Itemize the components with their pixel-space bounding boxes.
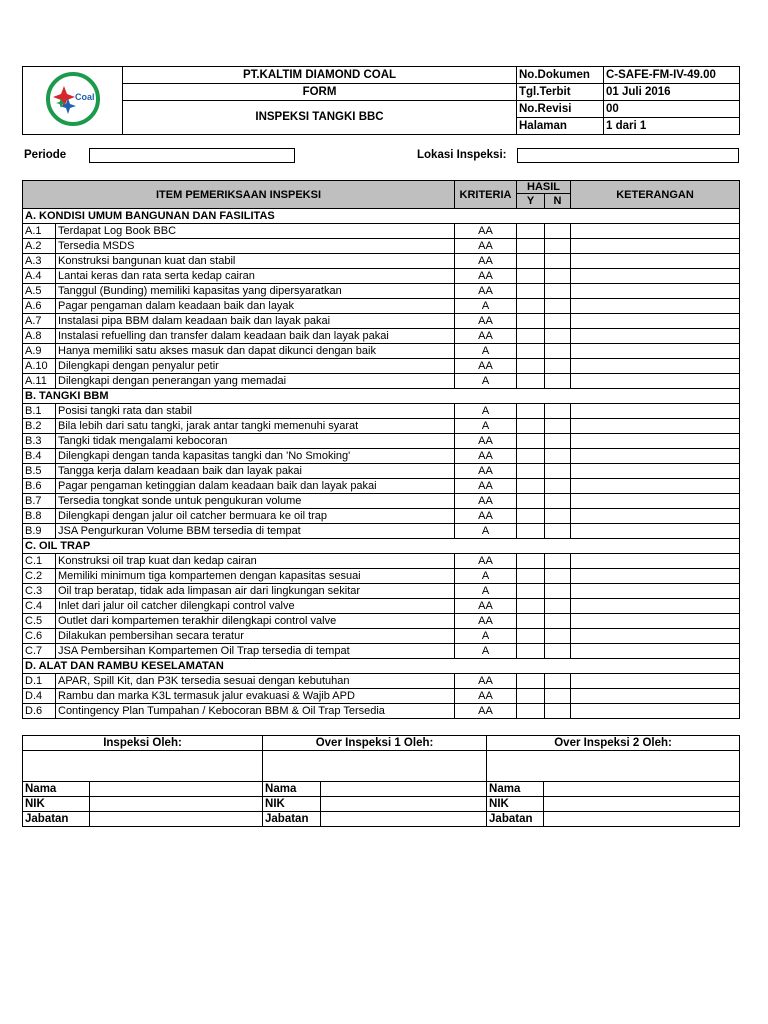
keterangan-cell[interactable] xyxy=(571,464,740,479)
item-code: B.4 xyxy=(23,449,56,464)
form-label: FORM xyxy=(123,84,517,101)
hasil-n-cell[interactable] xyxy=(545,584,571,599)
nama-label-2: Nama xyxy=(487,782,544,797)
hasil-n-cell[interactable] xyxy=(545,449,571,464)
item-code: A.2 xyxy=(23,239,56,254)
checklist-row xyxy=(23,314,740,329)
hasil-n-cell[interactable] xyxy=(545,224,571,239)
item-text: Tanggul (Bunding) memiliki kapasitas yang dipersyaratkan xyxy=(56,284,455,299)
hasil-y-cell[interactable] xyxy=(517,509,545,524)
item-kriteria: A xyxy=(455,419,517,434)
checklist-row xyxy=(23,404,740,419)
item-text: Oil trap beratap, tidak ada limpasan air dari lingkungan sekitar xyxy=(56,584,455,599)
hasil-y-cell[interactable] xyxy=(517,524,545,539)
checklist-row xyxy=(23,359,740,374)
sign-area-1[interactable] xyxy=(263,751,487,782)
checklist-row xyxy=(23,554,740,569)
hasil-y-cell[interactable] xyxy=(517,464,545,479)
hasil-n-cell[interactable] xyxy=(545,599,571,614)
item-text: Dilengkapi dengan jalur oil catcher bermuara ke oil trap xyxy=(56,509,455,524)
item-kriteria: A xyxy=(455,299,517,314)
signature-table xyxy=(22,735,740,827)
hasil-n-cell[interactable] xyxy=(545,614,571,629)
hasil-y-cell[interactable] xyxy=(517,644,545,659)
nik-field-0[interactable] xyxy=(90,797,263,812)
periode-field[interactable] xyxy=(89,148,295,163)
section-header-row xyxy=(23,539,740,554)
checklist-row xyxy=(23,419,740,434)
item-kriteria: A xyxy=(455,569,517,584)
sign-area-0[interactable] xyxy=(23,751,263,782)
hasil-y-cell[interactable] xyxy=(517,284,545,299)
checklist-row xyxy=(23,434,740,449)
item-code: B.9 xyxy=(23,524,56,539)
keterangan-cell[interactable] xyxy=(571,644,740,659)
section-header-row xyxy=(23,209,740,224)
hasil-n-cell[interactable] xyxy=(545,404,571,419)
company-logo xyxy=(23,67,123,135)
checklist-row xyxy=(23,254,740,269)
item-kriteria: A xyxy=(455,404,517,419)
checklist-row xyxy=(23,509,740,524)
hasil-y-cell[interactable] xyxy=(517,704,545,719)
hasil-y-cell[interactable] xyxy=(517,239,545,254)
item-code: A.6 xyxy=(23,299,56,314)
document-header xyxy=(22,66,740,135)
item-text: Tersedia tongkat sonde untuk pengukuran volume xyxy=(56,494,455,509)
periode-label: Periode xyxy=(24,149,67,161)
item-kriteria: AA xyxy=(455,269,517,284)
item-code: A.1 xyxy=(23,224,56,239)
checklist-row xyxy=(23,689,740,704)
checklist-row xyxy=(23,599,740,614)
item-kriteria: AA xyxy=(455,329,517,344)
item-code: A.4 xyxy=(23,269,56,284)
hasil-n-cell[interactable] xyxy=(545,674,571,689)
coal-logo-icon xyxy=(42,72,104,126)
item-code: A.8 xyxy=(23,329,56,344)
hasil-n-cell[interactable] xyxy=(545,524,571,539)
item-text: Konstruksi bangunan kuat dan stabil xyxy=(56,254,455,269)
hasil-n-cell[interactable] xyxy=(545,239,571,254)
keterangan-cell[interactable] xyxy=(571,374,740,389)
lokasi-field[interactable] xyxy=(517,148,739,163)
hasil-n-cell[interactable] xyxy=(545,644,571,659)
item-code: A.7 xyxy=(23,314,56,329)
item-code: A.10 xyxy=(23,359,56,374)
hasil-y-cell[interactable] xyxy=(517,224,545,239)
keterangan-cell[interactable] xyxy=(571,359,740,374)
hasil-n-cell[interactable] xyxy=(545,464,571,479)
hasil-y-cell[interactable] xyxy=(517,449,545,464)
item-text: Rambu dan marka K3L termasuk jalur evakuasi & Wajib APD xyxy=(56,689,455,704)
item-text: Outlet dari kompartemen terakhir dilengkapi control valve xyxy=(56,614,455,629)
nama-field-2[interactable] xyxy=(544,782,740,797)
keterangan-cell[interactable] xyxy=(571,299,740,314)
hasil-y-cell[interactable] xyxy=(517,479,545,494)
keterangan-cell[interactable] xyxy=(571,284,740,299)
keterangan-cell[interactable] xyxy=(571,599,740,614)
section-title: B. TANGKI BBM xyxy=(23,389,740,404)
item-code: A.5 xyxy=(23,284,56,299)
keterangan-cell[interactable] xyxy=(571,449,740,464)
item-kriteria: AA xyxy=(455,554,517,569)
checklist-row xyxy=(23,449,740,464)
nik-label-1: NIK xyxy=(263,797,321,812)
checklist-row xyxy=(23,644,740,659)
item-code: B.3 xyxy=(23,434,56,449)
item-kriteria: AA xyxy=(455,674,517,689)
item-text: JSA Pengurkuran Volume BBM tersedia di tempat xyxy=(56,524,455,539)
checklist-row xyxy=(23,239,740,254)
item-text: Dilengkapi dengan tanda kapasitas tangki dan 'No Smoking' xyxy=(56,449,455,464)
checklist-row xyxy=(23,704,740,719)
item-text: Instalasi refuelling dan transfer dalam keadaan baik dan layak pakai xyxy=(56,329,455,344)
hasil-y-cell[interactable] xyxy=(517,359,545,374)
checklist-row xyxy=(23,524,740,539)
hasil-n-cell[interactable] xyxy=(545,269,571,284)
item-kriteria: AA xyxy=(455,509,517,524)
item-kriteria: A xyxy=(455,524,517,539)
item-code: A.9 xyxy=(23,344,56,359)
section-title: D. ALAT DAN RAMBU KESELAMATAN xyxy=(23,659,740,674)
hasil-n-cell[interactable] xyxy=(545,254,571,269)
hasil-n-cell[interactable] xyxy=(545,554,571,569)
item-kriteria: AA xyxy=(455,314,517,329)
jabatan-label-2: Jabatan xyxy=(487,812,544,827)
item-kriteria: A xyxy=(455,374,517,389)
lokasi-label: Lokasi Inspeksi: xyxy=(417,149,507,161)
keterangan-cell[interactable] xyxy=(571,614,740,629)
hasil-n-cell[interactable] xyxy=(545,569,571,584)
item-kriteria: A xyxy=(455,644,517,659)
keterangan-cell[interactable] xyxy=(571,584,740,599)
checklist-row xyxy=(23,629,740,644)
meta-value-3: 1 dari 1 xyxy=(604,118,740,135)
hasil-n-cell[interactable] xyxy=(545,314,571,329)
hasil-n-cell[interactable] xyxy=(545,329,571,344)
col-header-item: ITEM PEMERIKSAAN INSPEKSI xyxy=(23,181,455,209)
hasil-n-cell[interactable] xyxy=(545,494,571,509)
hasil-y-cell[interactable] xyxy=(517,689,545,704)
nik-label-2: NIK xyxy=(487,797,544,812)
item-code: D.4 xyxy=(23,689,56,704)
item-code: D.1 xyxy=(23,674,56,689)
hasil-n-cell[interactable] xyxy=(545,284,571,299)
keterangan-cell[interactable] xyxy=(571,224,740,239)
item-text: Contingency Plan Tumpahan / Kebocoran BBM & Oil Trap Tersedia xyxy=(56,704,455,719)
col-header-hasil: HASIL xyxy=(517,181,571,194)
hasil-y-cell[interactable] xyxy=(517,419,545,434)
hasil-n-cell[interactable] xyxy=(545,689,571,704)
sign-title-0: Inspeksi Oleh: xyxy=(23,736,263,751)
item-code: B.2 xyxy=(23,419,56,434)
keterangan-cell[interactable] xyxy=(571,569,740,584)
hasil-n-cell[interactable] xyxy=(545,629,571,644)
item-text: Tersedia MSDS xyxy=(56,239,455,254)
keterangan-cell[interactable] xyxy=(571,269,740,284)
item-kriteria: AA xyxy=(455,449,517,464)
item-text: JSA Pembersihan Kompartemen Oil Trap tersedia di tempat xyxy=(56,644,455,659)
hasil-y-cell[interactable] xyxy=(517,254,545,269)
item-kriteria: AA xyxy=(455,494,517,509)
keterangan-cell[interactable] xyxy=(571,434,740,449)
item-kriteria: AA xyxy=(455,689,517,704)
item-text: Bila lebih dari satu tangki, jarak antar tangki memenuhi syarat xyxy=(56,419,455,434)
hasil-y-cell[interactable] xyxy=(517,494,545,509)
keterangan-cell[interactable] xyxy=(571,554,740,569)
item-text: Inlet dari jalur oil catcher dilengkapi control valve xyxy=(56,599,455,614)
hasil-y-cell[interactable] xyxy=(517,314,545,329)
checklist-row xyxy=(23,284,740,299)
keterangan-cell[interactable] xyxy=(571,494,740,509)
section-header-row xyxy=(23,389,740,404)
keterangan-cell[interactable] xyxy=(571,314,740,329)
item-text: Konstruksi oil trap kuat dan kedap cairan xyxy=(56,554,455,569)
hasil-n-cell[interactable] xyxy=(545,359,571,374)
hasil-n-cell[interactable] xyxy=(545,419,571,434)
item-code: C.1 xyxy=(23,554,56,569)
item-kriteria: AA xyxy=(455,239,517,254)
item-code: C.6 xyxy=(23,629,56,644)
col-header-keterangan: KETERANGAN xyxy=(571,181,740,209)
jabatan-label-1: Jabatan xyxy=(263,812,321,827)
sign-title-1: Over Inspeksi 1 Oleh: xyxy=(263,736,487,751)
hasil-y-cell[interactable] xyxy=(517,269,545,284)
nama-field-1[interactable] xyxy=(321,782,487,797)
meta-value-1: 01 Juli 2016 xyxy=(604,84,740,101)
checklist-row xyxy=(23,374,740,389)
meta-label-1: Tgl.Terbit xyxy=(517,84,604,101)
hasil-y-cell[interactable] xyxy=(517,674,545,689)
hasil-n-cell[interactable] xyxy=(545,374,571,389)
col-header-kriteria: KRITERIA xyxy=(455,181,517,209)
keterangan-cell[interactable] xyxy=(571,404,740,419)
keterangan-cell[interactable] xyxy=(571,524,740,539)
hasil-n-cell[interactable] xyxy=(545,344,571,359)
jabatan-field-1[interactable] xyxy=(321,812,487,827)
section-header-row xyxy=(23,659,740,674)
item-text: Dilengkapi dengan penyalur petir xyxy=(56,359,455,374)
hasil-y-cell[interactable] xyxy=(517,329,545,344)
meta-label-0: No.Dokumen xyxy=(517,67,604,84)
item-kriteria: A xyxy=(455,344,517,359)
section-title: C. OIL TRAP xyxy=(23,539,740,554)
item-code: A.3 xyxy=(23,254,56,269)
keterangan-cell[interactable] xyxy=(571,344,740,359)
item-text: Dilengkapi dengan penerangan yang memadai xyxy=(56,374,455,389)
item-text: Tangki tidak mengalami kebocoran xyxy=(56,434,455,449)
keterangan-cell[interactable] xyxy=(571,674,740,689)
hasil-y-cell[interactable] xyxy=(517,344,545,359)
hasil-n-cell[interactable] xyxy=(545,299,571,314)
hasil-y-cell[interactable] xyxy=(517,374,545,389)
hasil-y-cell[interactable] xyxy=(517,554,545,569)
keterangan-cell[interactable] xyxy=(571,239,740,254)
item-kriteria: A xyxy=(455,629,517,644)
checklist-row xyxy=(23,584,740,599)
checklist-row xyxy=(23,464,740,479)
sign-area-2[interactable] xyxy=(487,751,740,782)
item-kriteria: A xyxy=(455,584,517,599)
period-location-row xyxy=(22,146,739,165)
item-text: Tangga kerja dalam keadaan baik dan layak pakai xyxy=(56,464,455,479)
item-code: A.11 xyxy=(23,374,56,389)
item-kriteria: AA xyxy=(455,599,517,614)
item-text: Memiliki minimum tiga kompartemen dengan kapasitas sesuai xyxy=(56,569,455,584)
item-text: Instalasi pipa BBM dalam keadaan baik dan layak pakai xyxy=(56,314,455,329)
item-text: Hanya memiliki satu akses masuk dan dapat dikunci dengan baik xyxy=(56,344,455,359)
meta-label-3: Halaman xyxy=(517,118,604,135)
item-code: B.7 xyxy=(23,494,56,509)
jabatan-label-0: Jabatan xyxy=(23,812,90,827)
item-code: C.7 xyxy=(23,644,56,659)
nama-field-0[interactable] xyxy=(90,782,263,797)
nama-label-0: Nama xyxy=(23,782,90,797)
hasil-y-cell[interactable] xyxy=(517,614,545,629)
item-text: Posisi tangki rata dan stabil xyxy=(56,404,455,419)
hasil-y-cell[interactable] xyxy=(517,299,545,314)
item-code: B.5 xyxy=(23,464,56,479)
keterangan-cell[interactable] xyxy=(571,479,740,494)
nik-label-0: NIK xyxy=(23,797,90,812)
hasil-y-cell[interactable] xyxy=(517,434,545,449)
item-code: C.2 xyxy=(23,569,56,584)
keterangan-cell[interactable] xyxy=(571,689,740,704)
item-text: APAR, Spill Kit, dan P3K tersedia sesuai dengan kebutuhan xyxy=(56,674,455,689)
checklist-row xyxy=(23,329,740,344)
hasil-n-cell[interactable] xyxy=(545,434,571,449)
form-title: INSPEKSI TANGKI BBC xyxy=(123,101,517,135)
hasil-y-cell[interactable] xyxy=(517,569,545,584)
item-kriteria: AA xyxy=(455,704,517,719)
item-kriteria: AA xyxy=(455,284,517,299)
item-code: B.8 xyxy=(23,509,56,524)
jabatan-field-2[interactable] xyxy=(544,812,740,827)
item-kriteria: AA xyxy=(455,254,517,269)
logo-text: Coal xyxy=(74,91,95,102)
item-code: C.4 xyxy=(23,599,56,614)
hasil-y-cell[interactable] xyxy=(517,599,545,614)
inspection-table xyxy=(22,180,740,719)
hasil-n-cell[interactable] xyxy=(545,479,571,494)
keterangan-cell[interactable] xyxy=(571,704,740,719)
keterangan-cell[interactable] xyxy=(571,329,740,344)
hasil-y-cell[interactable] xyxy=(517,629,545,644)
item-kriteria: AA xyxy=(455,224,517,239)
item-text: Lantai keras dan rata serta kedap cairan xyxy=(56,269,455,284)
item-code: C.3 xyxy=(23,584,56,599)
meta-value-2: 00 xyxy=(604,101,740,118)
meta-value-0: C-SAFE-FM-IV-49.00 xyxy=(604,67,740,84)
hasil-n-cell[interactable] xyxy=(545,704,571,719)
item-code: C.5 xyxy=(23,614,56,629)
nik-field-1[interactable] xyxy=(321,797,487,812)
checklist-row xyxy=(23,614,740,629)
checklist-row xyxy=(23,494,740,509)
checklist-row xyxy=(23,299,740,314)
item-kriteria: AA xyxy=(455,464,517,479)
item-code: D.6 xyxy=(23,704,56,719)
hasil-y-cell[interactable] xyxy=(517,584,545,599)
item-code: B.1 xyxy=(23,404,56,419)
item-kriteria: AA xyxy=(455,614,517,629)
nama-label-1: Nama xyxy=(263,782,321,797)
checklist-row xyxy=(23,269,740,284)
hasil-n-cell[interactable] xyxy=(545,509,571,524)
item-kriteria: AA xyxy=(455,359,517,374)
item-text: Dilakukan pembersihan secara teratur xyxy=(56,629,455,644)
item-text: Terdapat Log Book BBC xyxy=(56,224,455,239)
checklist-row xyxy=(23,674,740,689)
item-kriteria: AA xyxy=(455,434,517,449)
nik-field-2[interactable] xyxy=(544,797,740,812)
checklist-row xyxy=(23,569,740,584)
checklist-row xyxy=(23,344,740,359)
company-name: PT.KALTIM DIAMOND COAL xyxy=(123,67,517,84)
jabatan-field-0[interactable] xyxy=(90,812,263,827)
keterangan-cell[interactable] xyxy=(571,509,740,524)
hasil-y-cell[interactable] xyxy=(517,404,545,419)
section-title: A. KONDISI UMUM BANGUNAN DAN FASILITAS xyxy=(23,209,740,224)
col-header-y: Y xyxy=(517,194,545,209)
keterangan-cell[interactable] xyxy=(571,419,740,434)
keterangan-cell[interactable] xyxy=(571,629,740,644)
checklist-row xyxy=(23,224,740,239)
sign-title-2: Over Inspeksi 2 Oleh: xyxy=(487,736,740,751)
item-text: Pagar pengaman dalam keadaan baik dan layak xyxy=(56,299,455,314)
item-kriteria: AA xyxy=(455,479,517,494)
col-header-n: N xyxy=(545,194,571,209)
checklist-row xyxy=(23,479,740,494)
meta-label-2: No.Revisi xyxy=(517,101,604,118)
item-code: B.6 xyxy=(23,479,56,494)
item-text: Pagar pengaman ketinggian dalam keadaan baik dan layak pakai xyxy=(56,479,455,494)
keterangan-cell[interactable] xyxy=(571,254,740,269)
